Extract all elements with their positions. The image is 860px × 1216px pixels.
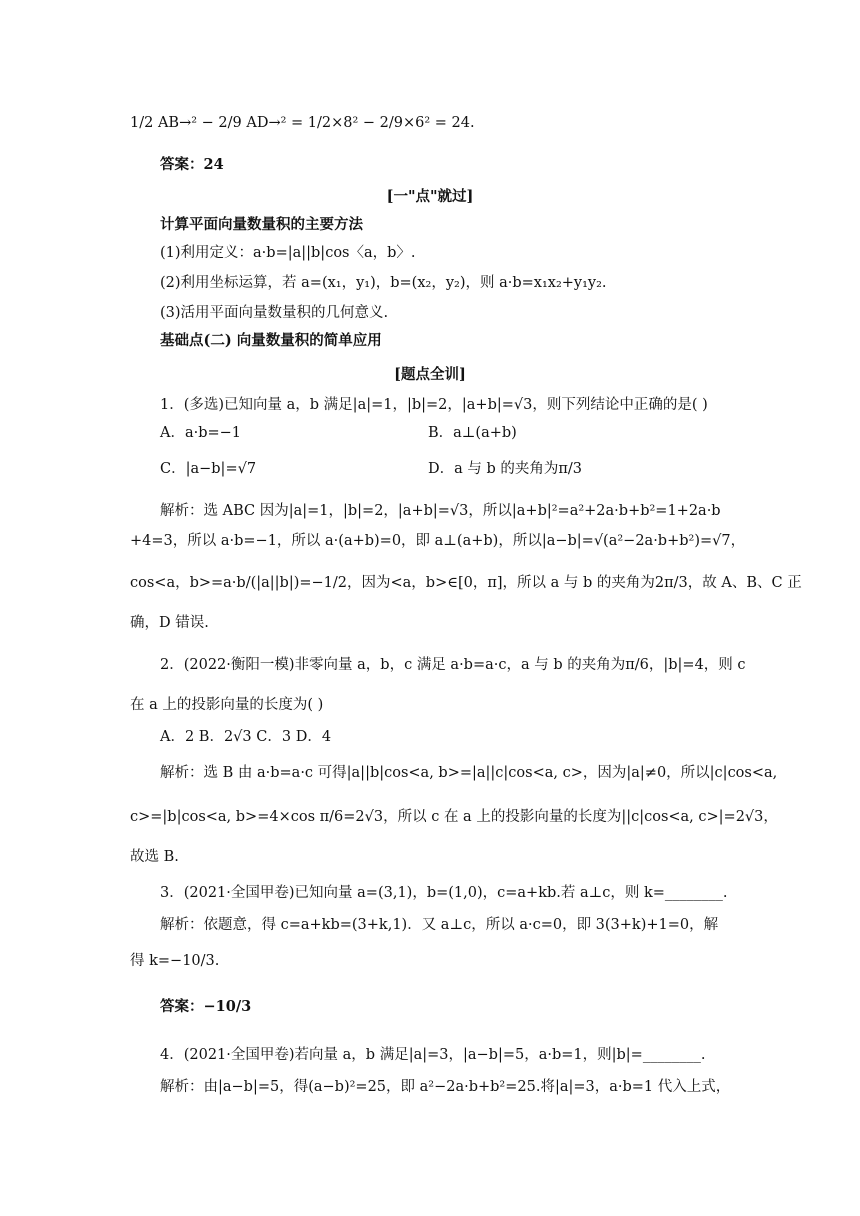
- question-4: 4．(2021·全国甲卷)若向量 a，b 满足|a|=3，|a−b|=5，a·b=1，则|b|=________.: [160, 1047, 706, 1063]
- question-1: 1．(多选)已知向量 a，b 满足|a|=1，|b|=2，|a+b|=√3，则下列结论中正确的是( ): [160, 397, 708, 413]
- q1-option-a: A．a·b=−1: [160, 425, 242, 441]
- formula-line: 1/2 AB→² − 2/9 AD→² = 1/2×8² − 2/9×6² = 24.: [130, 115, 475, 131]
- q2-options: A．2 B．2√3 C．3 D．4: [160, 729, 332, 745]
- q3-analysis-2: 得 k=−10/3.: [130, 953, 220, 969]
- q1-analysis-1: 解析：选 ABC 因为|a|=1，|b|=2，|a+b|=√3，所以|a+b|²=a²+2a·b+b²=1+2a·b: [160, 503, 721, 519]
- answer-line: 答案：24: [160, 156, 224, 173]
- q1-option-d: D．a 与 b 的夹角为π/3: [428, 461, 583, 477]
- q4-analysis-1: 解析：由|a−b|=5，得(a−b)²=25，即 a²−2a·b+b²=25.将|a|=3，a·b=1 代入上式，: [160, 1079, 731, 1095]
- q1-option-c: C．|a−b|=√7: [160, 461, 257, 477]
- method-heading: 计算平面向量数量积的主要方法: [160, 216, 363, 233]
- method-1: (1)利用定义：a·b=|a||b|cos〈a，b〉.: [160, 245, 416, 261]
- q2-analysis-1: 解析：选 B 由 a·b=a·c 可得|a||b|cos<a, b>=|a||c|cos<a, c>，因为|a|≠0，所以|c|cos<a,: [160, 765, 778, 781]
- question-2: 2．(2022·衡阳一模)非零向量 a，b，c 满足 a·b=a·c，a 与 b 的夹角为π/6，|b|=4，则 c: [160, 657, 746, 673]
- q1-option-b: B．a⊥(a+b): [428, 425, 517, 441]
- section-heading: 基础点(二) 向量数量积的简单应用: [160, 332, 382, 349]
- q1-analysis-4: 确，D 错误.: [130, 615, 209, 631]
- section-marker: [一"点"就过]: [386, 188, 474, 205]
- q2-analysis-2: c>=|b|cos<a, b>=4×cos π/6=2√3，所以 c 在 a 上的投影向量的长度为||c|cos<a, c>|=2√3，: [130, 809, 778, 825]
- question-2-cont: 在 a 上的投影向量的长度为( ): [130, 697, 324, 713]
- q3-answer: 答案：−10/3: [160, 998, 252, 1015]
- q3-analysis-1: 解析：依题意，得 c=a+kb=(3+k,1)．又 a⊥c，所以 a·c=0，即 3(3+k)+1=0，解: [160, 917, 719, 933]
- q1-analysis-2: +4=3，所以 a·b=−1，所以 a·(a+b)=0，即 a⊥(a+b)，所以|a−b|=√(a²−2a·b+b²)=√7，: [130, 533, 746, 549]
- method-3: (3)活用平面向量数量积的几何意义.: [160, 305, 389, 321]
- subsection-marker: [题点全训]: [394, 366, 466, 383]
- method-2: (2)利用坐标运算，若 a=(x₁，y₁)，b=(x₂，y₂)，则 a·b=x₁x₂+y₁y₂.: [160, 275, 607, 291]
- q1-analysis-3: cos<a，b>=a·b/(|a||b|)=−1/2，因为<a，b>∈[0，π]，所以 a 与 b 的夹角为2π/3，故 A、B、C 正: [130, 575, 802, 591]
- question-3: 3．(2021·全国甲卷)已知向量 a=(3,1)，b=(1,0)，c=a+kb.若 a⊥c，则 k=________.: [160, 885, 728, 901]
- q2-analysis-3: 故选 B.: [130, 849, 179, 865]
